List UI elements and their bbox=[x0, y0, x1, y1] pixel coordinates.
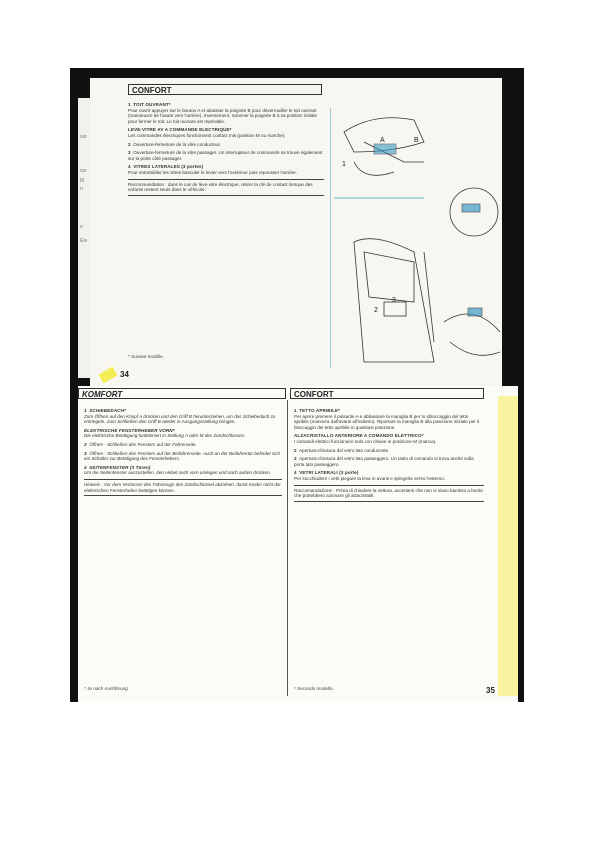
section-text: Ouverture-fermeture de la vitre passager. Un interrupteur de commande se trouve également sur la porte côté passager. bbox=[128, 150, 323, 161]
section-title: SCHIEBEDACH* bbox=[89, 408, 126, 413]
french-text-column bbox=[128, 102, 324, 199]
page-footnote: * Suivant modèle. bbox=[128, 354, 165, 359]
page-number: 35 bbox=[486, 686, 495, 695]
callout-b: B bbox=[414, 137, 419, 144]
section-text: Öffnen - Schließen des Fensters auf der Fahrerseite. bbox=[89, 441, 197, 447]
section-text: Pour ouvrir appuyer sur le bouton A et abaisser la poignée B pour déverrouiller le toit ouvrant (manoeuvre de l'avant vers l'arrière). Inversement, ramener la poignée B à sa position initiale pour fermer le toit. Le toit ouvrant est repérable. bbox=[128, 107, 317, 124]
section-title: LEVE-VITRE AV A COMMANDE ELECTRIQUE* bbox=[128, 127, 232, 133]
german-text-column bbox=[84, 408, 282, 499]
illustration-panel bbox=[334, 102, 500, 382]
margin-snippet: Ele bbox=[80, 238, 88, 244]
section-3: 2 Apertura-chiusura del vetro lato conducente. bbox=[294, 447, 390, 453]
section-5: 4 VITRES LATERALES (3 portes) Pour entrebâiller les vitres basculer le levier vers l'extérieur puis repousser l'arrière. bbox=[128, 164, 297, 175]
yellow-tab-mark bbox=[99, 367, 118, 384]
column-divider bbox=[287, 400, 288, 696]
section-title: VITRES LATERALES (3 portes) bbox=[133, 164, 204, 170]
section-4: 3 Öffnen - Schließen des Fensters auf der Beifahrerseite. Auch an der Beifahrertür befindet sich ein Schalter zur Betätigung des Fensterhebers. bbox=[84, 450, 281, 462]
page-header-right: CONFORT bbox=[290, 388, 484, 399]
section-text: I comandi elettrici funzionano solo con chiave in posizione M (marcia). bbox=[294, 438, 437, 444]
side-window-lever-illustration bbox=[444, 188, 500, 355]
section-text: Zum Öffnen auf den Knopf A drücken und den Griff B herunterziehen, um das Schiebedach zu entriegeln. Zum Schließen den Griff B wieder in Ausgangsstellung bringen. bbox=[84, 413, 276, 425]
callout-2: 2 bbox=[374, 307, 378, 314]
section-3: 2 Öffnen - Schließen des Fensters auf der Fahrerseite. bbox=[84, 441, 197, 447]
section-2 bbox=[84, 428, 282, 439]
page-header-left: KOMFORT bbox=[78, 388, 286, 399]
italian-text-column bbox=[294, 408, 484, 505]
recommendation-note: Recommandation : dans le cas de lève-vitre électrique, retirer la clé de contact lorsque des enfants restent seuls dans le véhicule. bbox=[128, 179, 324, 196]
section-text: Die elektrische Betätigung funktioniert in Stellung A oder M des Zündschlosses. bbox=[84, 433, 246, 439]
section-title: VETRI LATERALI (3 porte) bbox=[299, 470, 359, 476]
callout-labels bbox=[342, 137, 419, 314]
section-title: TOIT OUVRANT* bbox=[133, 102, 171, 107]
margin-snippet: M bbox=[80, 178, 85, 184]
raccomandazione-note: Raccomandazione : Prima di chiudere la vettura, accertarsi che non vi siano bambini a bordo che potrebbero azionare gli alzacristalli. bbox=[294, 485, 484, 502]
callout-3: 3 bbox=[392, 297, 396, 304]
section-2 bbox=[128, 127, 324, 138]
margin-snippet: e bbox=[80, 224, 83, 230]
column-divider bbox=[330, 108, 331, 368]
section-text: Apertura-chiusura del vetro lato passeggero. Un tasto di comando si trova anche sulla porta lato passeggero. bbox=[294, 456, 474, 467]
section-text: Les commandes électriques fonctionnent contact mis (position M ou marche). bbox=[128, 132, 286, 138]
callout-1: 1 bbox=[342, 161, 346, 168]
margin-snippet: ri bbox=[80, 186, 83, 192]
section-text: Apertura-chiusura del vetro lato conducente. bbox=[298, 447, 390, 453]
section-title: TETTO APRIBILE* bbox=[299, 408, 341, 413]
section-5: 4 SEITENFENSTER (3 Türen) Um die Seitenfenster auszustellen, den Hebel nach vorn umlegen und nach außen drücken. bbox=[84, 464, 271, 476]
section-title: SEITENFENSTER (3 Türen) bbox=[89, 464, 151, 470]
section-1: 1 TETTO APRIBILE* Per aprire premere il pulsante A e abbassare la maniglia B per lo sbloccaggio del tetto apribile (manovra dall'avanti all'indietro). Riportare la maniglia B alla posizione iniziale per il bloccaggio del tetto apribile in qualsiasi posizione. bbox=[294, 408, 480, 430]
margin-snippet: sor bbox=[80, 168, 87, 174]
yellow-edge-highlight bbox=[498, 396, 518, 696]
margin-snippet: sor bbox=[80, 134, 87, 140]
page-header: CONFORT bbox=[128, 84, 322, 95]
callout-a: A bbox=[380, 137, 385, 144]
page-footnote-right: * Secondo modello. bbox=[294, 686, 334, 691]
section-title: ALZACRISTALLO ANTERIORE A COMANDO ELETTRICO* bbox=[294, 433, 424, 439]
page-number: 34 bbox=[120, 370, 129, 379]
section-text: Pour entrebâiller les vitres basculer le levier vers l'extérieur puis repousser l'arrière. bbox=[128, 169, 297, 175]
sunroof-illustration bbox=[344, 118, 424, 176]
section-3: 2 Ouverture-fermeture de la vitre conducteur. bbox=[128, 141, 222, 147]
section-text: Um die Seitenfenster auszustellen, den Hebel nach vorn umlegen und nach außen drücken. bbox=[84, 470, 271, 476]
section-4: 3 Apertura-chiusura del vetro lato passeggero. Un tasto di comando si trova anche sulla porta lato passeggero. bbox=[294, 456, 474, 467]
page-35-german-italian bbox=[78, 386, 518, 702]
section-text: Per socchiudere i vetri piegare la leva in avanti e spingerla verso l'esterno. bbox=[294, 475, 446, 481]
section-4: 3 Ouverture-fermeture de la vitre passager. Un interrupteur de commande se trouve également sur la porte côté passager. bbox=[128, 150, 323, 161]
section-text: Öffnen - Schließen des Fensters auf der Beifahrerseite. Auch an der Beifahrertür befindet sich ein Schalter zur Betätigung des Fensterhebers. bbox=[84, 450, 281, 462]
hinweis-note: Hinweis : Vor dem Verlassen des Fahrzeugs den Zündschlüssel abziehen, damit Kinder nicht die elektrischen Fensterheber betätigen können. bbox=[84, 479, 282, 496]
section-1: 1 SCHIEBEDACH* Zum Öffnen auf den Knopf A drücken und den Griff B herunterziehen, um das Schiebedach zu entriegeln. Zum Schließen den Griff B wieder in Ausgangsstellung bringen. bbox=[84, 408, 276, 425]
page-34-french bbox=[90, 78, 502, 386]
section-1: 1 TOIT OUVRANT* Pour ouvrir appuyer sur le bouton A et abaisser la poignée B pour déverrouiller le toit ouvrant (manoeuvre de l'avant vers l'arrière). Inversement, ramener la poignée B à sa position initiale pour fermer le toit. Le toit ouvrant est repérable. bbox=[128, 102, 317, 124]
scanned-booklet bbox=[70, 68, 524, 702]
page-footnote-left: * Je nach Ausführung bbox=[84, 686, 128, 691]
section-text: Per aprire premere il pulsante A e abbassare la maniglia B per lo sbloccaggio del tetto apribile (manovra dall'avanti all'indietro). Riportare la maniglia B alla posizione iniziale per il bloccaggio del tetto apribile in qualsiasi posizione. bbox=[294, 413, 480, 430]
section-text: Ouverture-fermeture de la vitre conducteur. bbox=[133, 141, 222, 147]
section-title: ELEKTRISCHE FENSTERHEBER VORN* bbox=[84, 427, 175, 433]
section-5: 4 VETRI LATERALI (3 porte) Per socchiudere i vetri piegare la leva in avanti e spingerla verso l'esterno. bbox=[294, 470, 446, 481]
section-2 bbox=[294, 433, 484, 444]
